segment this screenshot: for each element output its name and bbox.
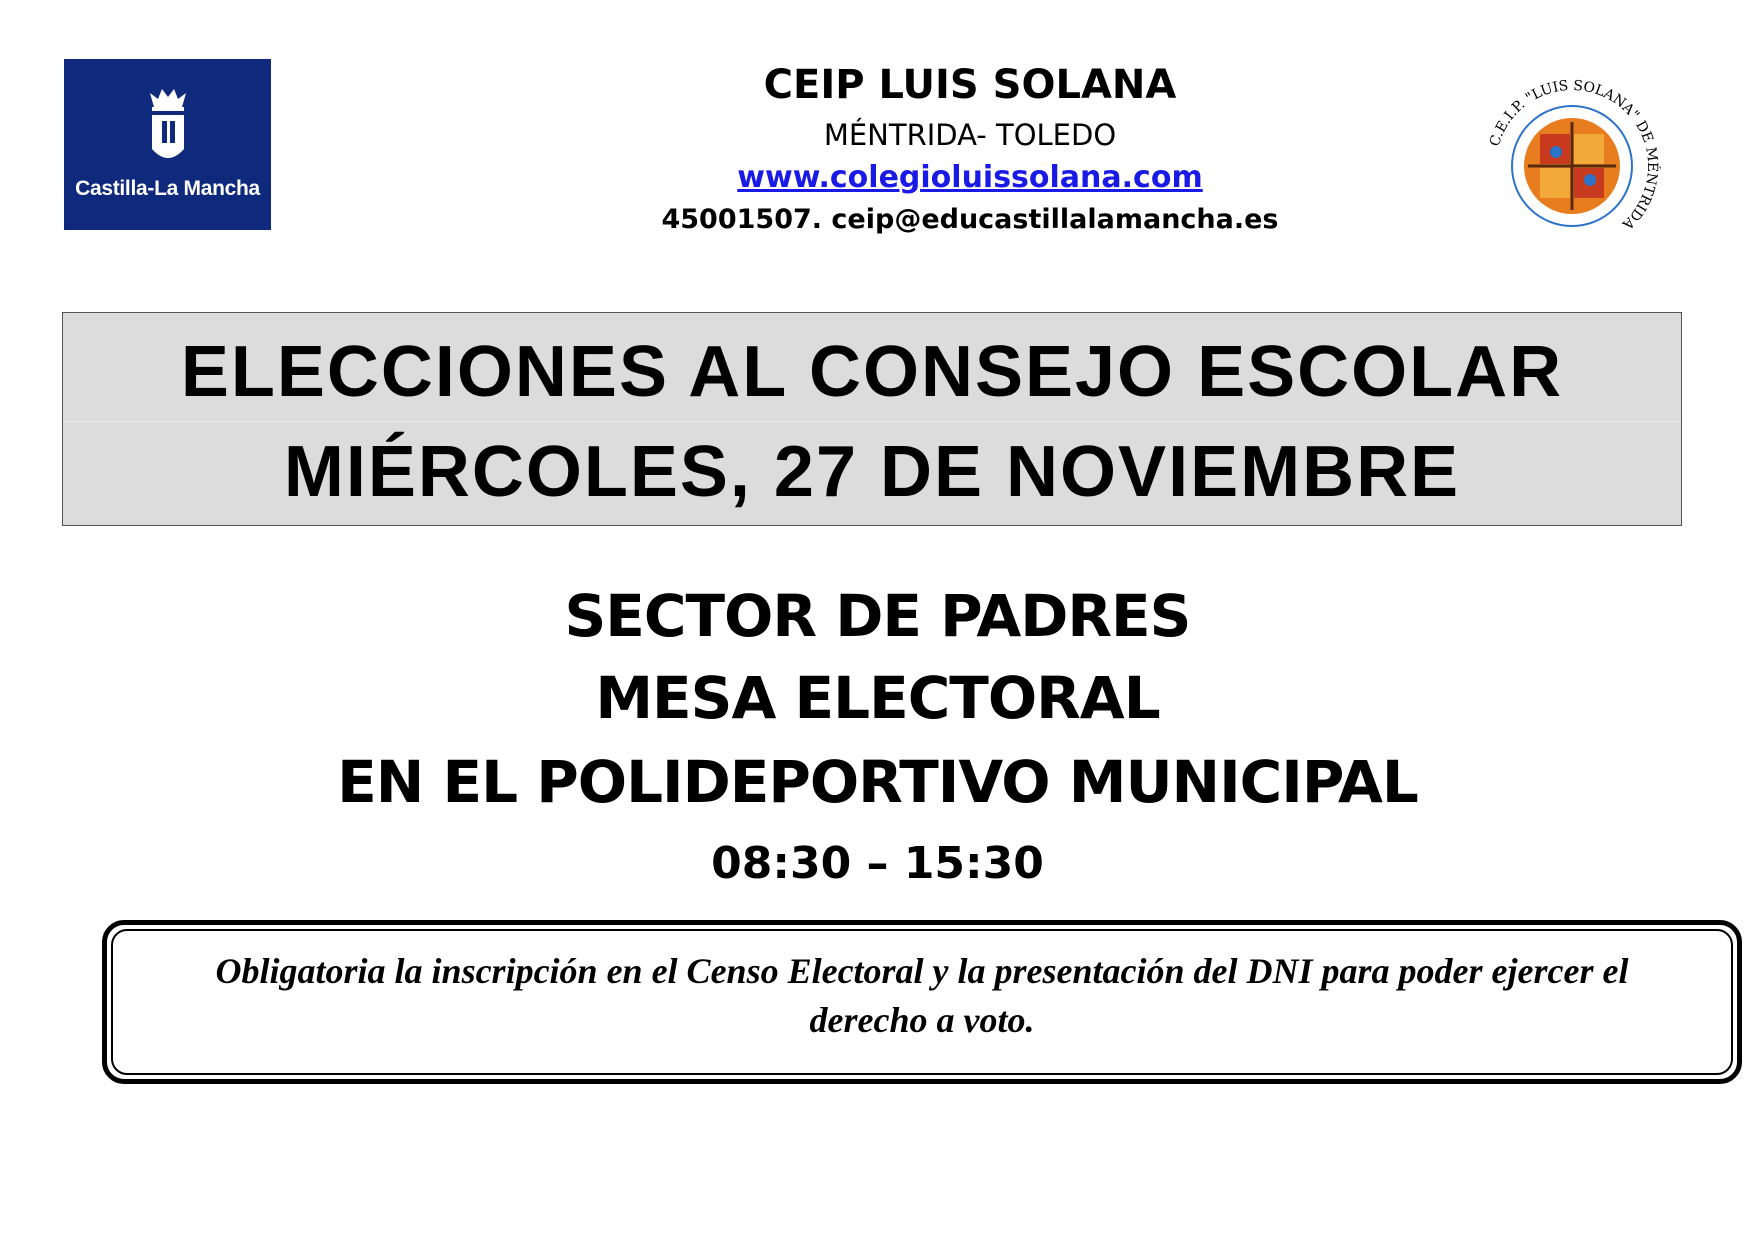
school-contact: 45001507. ceip@educastillalamancha.es [661,204,1279,235]
polling-station-label: MESA ELECTORAL [595,664,1160,732]
sector-label: SECTOR DE PADRES [564,582,1191,650]
school-name: CEIP LUIS SOLANA [763,62,1177,108]
emblem-ring-text: C.E.I.P. "LUIS SOLANA" DE MÉNTRIDA [1486,77,1661,233]
notice-box [102,920,1742,1084]
crest-icon [146,87,190,171]
election-date: MIÉRCOLES, 27 DE NOVIEMBRE [283,432,1461,512]
title-divider [63,421,1681,422]
school-website-link[interactable]: www.colegioluissolana.com [737,160,1203,195]
voting-hours: 08:30 – 15:30 [711,838,1044,889]
logo-label: Castilla-La Mancha [75,177,260,200]
notice-text: Obligatoria la inscripción en el Censo Electoral y la presentación del DNI para poder ejercer el derecho a voto. [215,951,1629,1040]
school-emblem-logo [1478,72,1666,260]
election-title: ELECCIONES AL CONSEJO ESCOLAR [180,332,1564,412]
election-title-box [62,312,1682,526]
polling-location: EN EL POLIDEPORTIVO MUNICIPAL [337,748,1418,816]
school-location: MÉNTRIDA- TOLEDO [823,118,1117,152]
castilla-la-mancha-logo [64,59,271,230]
